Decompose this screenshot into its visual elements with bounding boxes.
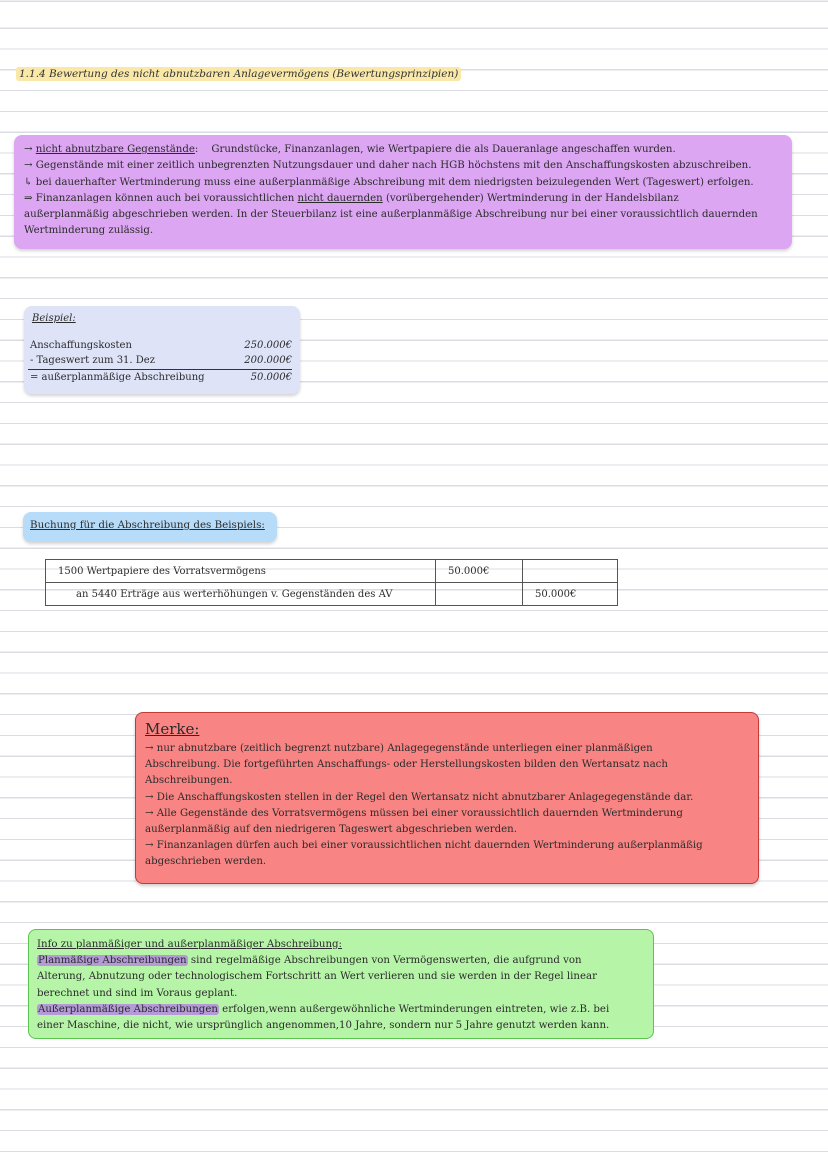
intro-line-2-text: Gegenstände mit einer zeitlich unbegrenzten Nutzungsdauer und daher nach HGB höchstens mit den Anschaffungskosten abzuschreiben. — [35, 160, 752, 172]
info-highlight-ausserplanmaessig: Außerplanmäßige Abschreibungen — [38, 1003, 218, 1015]
merke-point-1a: nur abnutzbare (zeitlich begrenzt nutzbare) Anlagegegenstände unterliegen einer planmäßigen — [156, 743, 653, 754]
info-para-2 — [37, 1002, 645, 1018]
info-para-1a: sind regelmäßige Abschreibungen von Vermögenswerten, die aufgrund von — [187, 955, 582, 967]
booking-soll: 50.000€ — [436, 560, 523, 583]
arrow-icon: → — [145, 840, 154, 852]
info-box — [28, 929, 654, 1039]
implies-icon: ⇒ — [24, 192, 33, 204]
example-row-value: 50.000€ — [250, 372, 292, 383]
example-box — [24, 306, 300, 394]
arrow-icon: → — [145, 743, 154, 754]
arrow-icon: → — [24, 144, 33, 155]
merke-point-3a: Alle Gegenstände des Vorratsvermögens müssen bei einer voraussichtlich dauernden Wertminderung — [156, 807, 683, 819]
sum-divider — [28, 369, 292, 370]
merke-point-1c: Abschreibungen. — [145, 775, 233, 787]
intro-line-1 — [24, 142, 782, 158]
info-para-1 — [37, 953, 645, 969]
info-title: Info zu planmäßiger und außerplanmäßiger Abschreibung: — [37, 939, 342, 950]
merke-point-4b: abgeschrieben werden. — [145, 856, 267, 868]
merke-point-4a: Finanzanlagen dürfen auch bei einer voraussichtlichen nicht dauernden Wertminderung außerplanmäßig — [156, 840, 703, 852]
example-row-label: - Tageswert zum 31. Dez — [30, 355, 155, 366]
info-para-2a: erfolgen,wenn außergewöhnliche Wertminderungen eintreten, wie z.B. bei — [218, 1003, 610, 1015]
info-highlight-planmaessig: Planmäßige Abschreibungen — [38, 955, 187, 967]
arrow-icon: → — [145, 791, 154, 803]
merke-point-4 — [145, 838, 749, 854]
intro-label-colon: : — [194, 144, 199, 155]
page-heading: 1.1.4 Bewertung des nicht abnutzbaren Anlagevermögens (Bewertungsprinzipien) — [16, 67, 461, 81]
arrow-icon: → — [145, 807, 154, 819]
merke-box — [135, 712, 759, 884]
merke-point-2-text: Die Anschaffungskosten stellen in der Regel den Wertansatz nicht abnutzbarer Anlagegegenstände dar. — [156, 791, 694, 803]
sub-arrow-icon: ↳ — [24, 176, 33, 188]
booking-haben — [523, 560, 618, 583]
merke-point-2 — [145, 790, 749, 806]
arrow-icon: → — [24, 160, 33, 172]
merke-title: Merke: — [145, 720, 200, 738]
info-para-1b: Alterung, Abnutzung oder technologischem Fortschritt an Wert verlieren und sie werden in der Regel linear — [37, 971, 597, 983]
intro-line-4 — [24, 191, 782, 207]
intro-label: nicht abnutzbare Gegenstände — [35, 144, 195, 155]
booking-haben: 50.000€ — [523, 583, 618, 606]
merke-point-1b: Abschreibung. Die fortgeführten Anschaffungs- oder Herstellungskosten bilden den Wertansatz nach — [145, 759, 668, 771]
booking-title: Buchung für die Abschreibung des Beispiels: — [30, 519, 265, 531]
intro-line-3-text: bei dauerhafter Wertminderung muss eine außerplanmäßige Abschreibung mit dem niedrigsten beizulegenden Wert (Tageswert) erfolgen. — [35, 176, 754, 188]
example-row-value: 250.000€ — [244, 340, 292, 351]
example-row-value: 200.000€ — [244, 355, 292, 366]
booking-table — [45, 559, 618, 606]
example-row — [30, 355, 292, 369]
info-para-2b: einer Maschine, die nicht, wie ursprünglich angenommen,10 Jahre, sondern nur 5 Jahre genutzt werden kann. — [37, 1020, 610, 1032]
intro-box — [14, 135, 792, 249]
intro-line-1-text: Grundstücke, Finanzanlagen, wie Wertpapiere die als Daueranlage angeschaffen wurden. — [211, 144, 676, 155]
example-row — [30, 340, 292, 354]
intro-line-6: Wertminderung zulässig. — [24, 225, 154, 237]
intro-line-5: außerplanmäßig abgeschrieben werden. In der Steuerbilanz ist eine außerplanmäßige Abschreibung nur bei einer voraussichtlich dauernden — [24, 209, 758, 221]
booking-soll — [436, 583, 523, 606]
intro-line-4-underlined: nicht dauernden — [297, 192, 383, 204]
example-row — [30, 372, 292, 386]
intro-line-4-pre: Finanzanlagen können auch bei voraussichtlichen — [35, 192, 295, 204]
booking-account: 1500 Wertpapiere des Vorratsvermögens — [46, 560, 436, 583]
intro-line-4-post: (vorübergehender) Wertminderung in der Handelsbilanz — [385, 192, 679, 204]
info-para-1c: berechnet und sind im Voraus geplant. — [37, 987, 238, 999]
booking-title-box — [23, 512, 277, 542]
merke-point-1 — [145, 741, 749, 757]
merke-point-3b: außerplanmäßig auf den niedrigeren Tageswert abgeschrieben werden. — [145, 824, 517, 836]
example-row-label: = außerplanmäßige Abschreibung — [30, 372, 205, 383]
table-row — [46, 560, 618, 583]
intro-line-2 — [24, 158, 782, 174]
example-row-label: Anschaffungskosten — [30, 340, 132, 351]
example-title: Beispiel: — [32, 313, 76, 324]
table-row — [46, 583, 618, 606]
intro-line-3 — [24, 175, 782, 191]
merke-point-3 — [145, 806, 749, 822]
booking-account: an 5440 Erträge aus werterhöhungen v. Gegenständen des AV — [46, 583, 436, 606]
